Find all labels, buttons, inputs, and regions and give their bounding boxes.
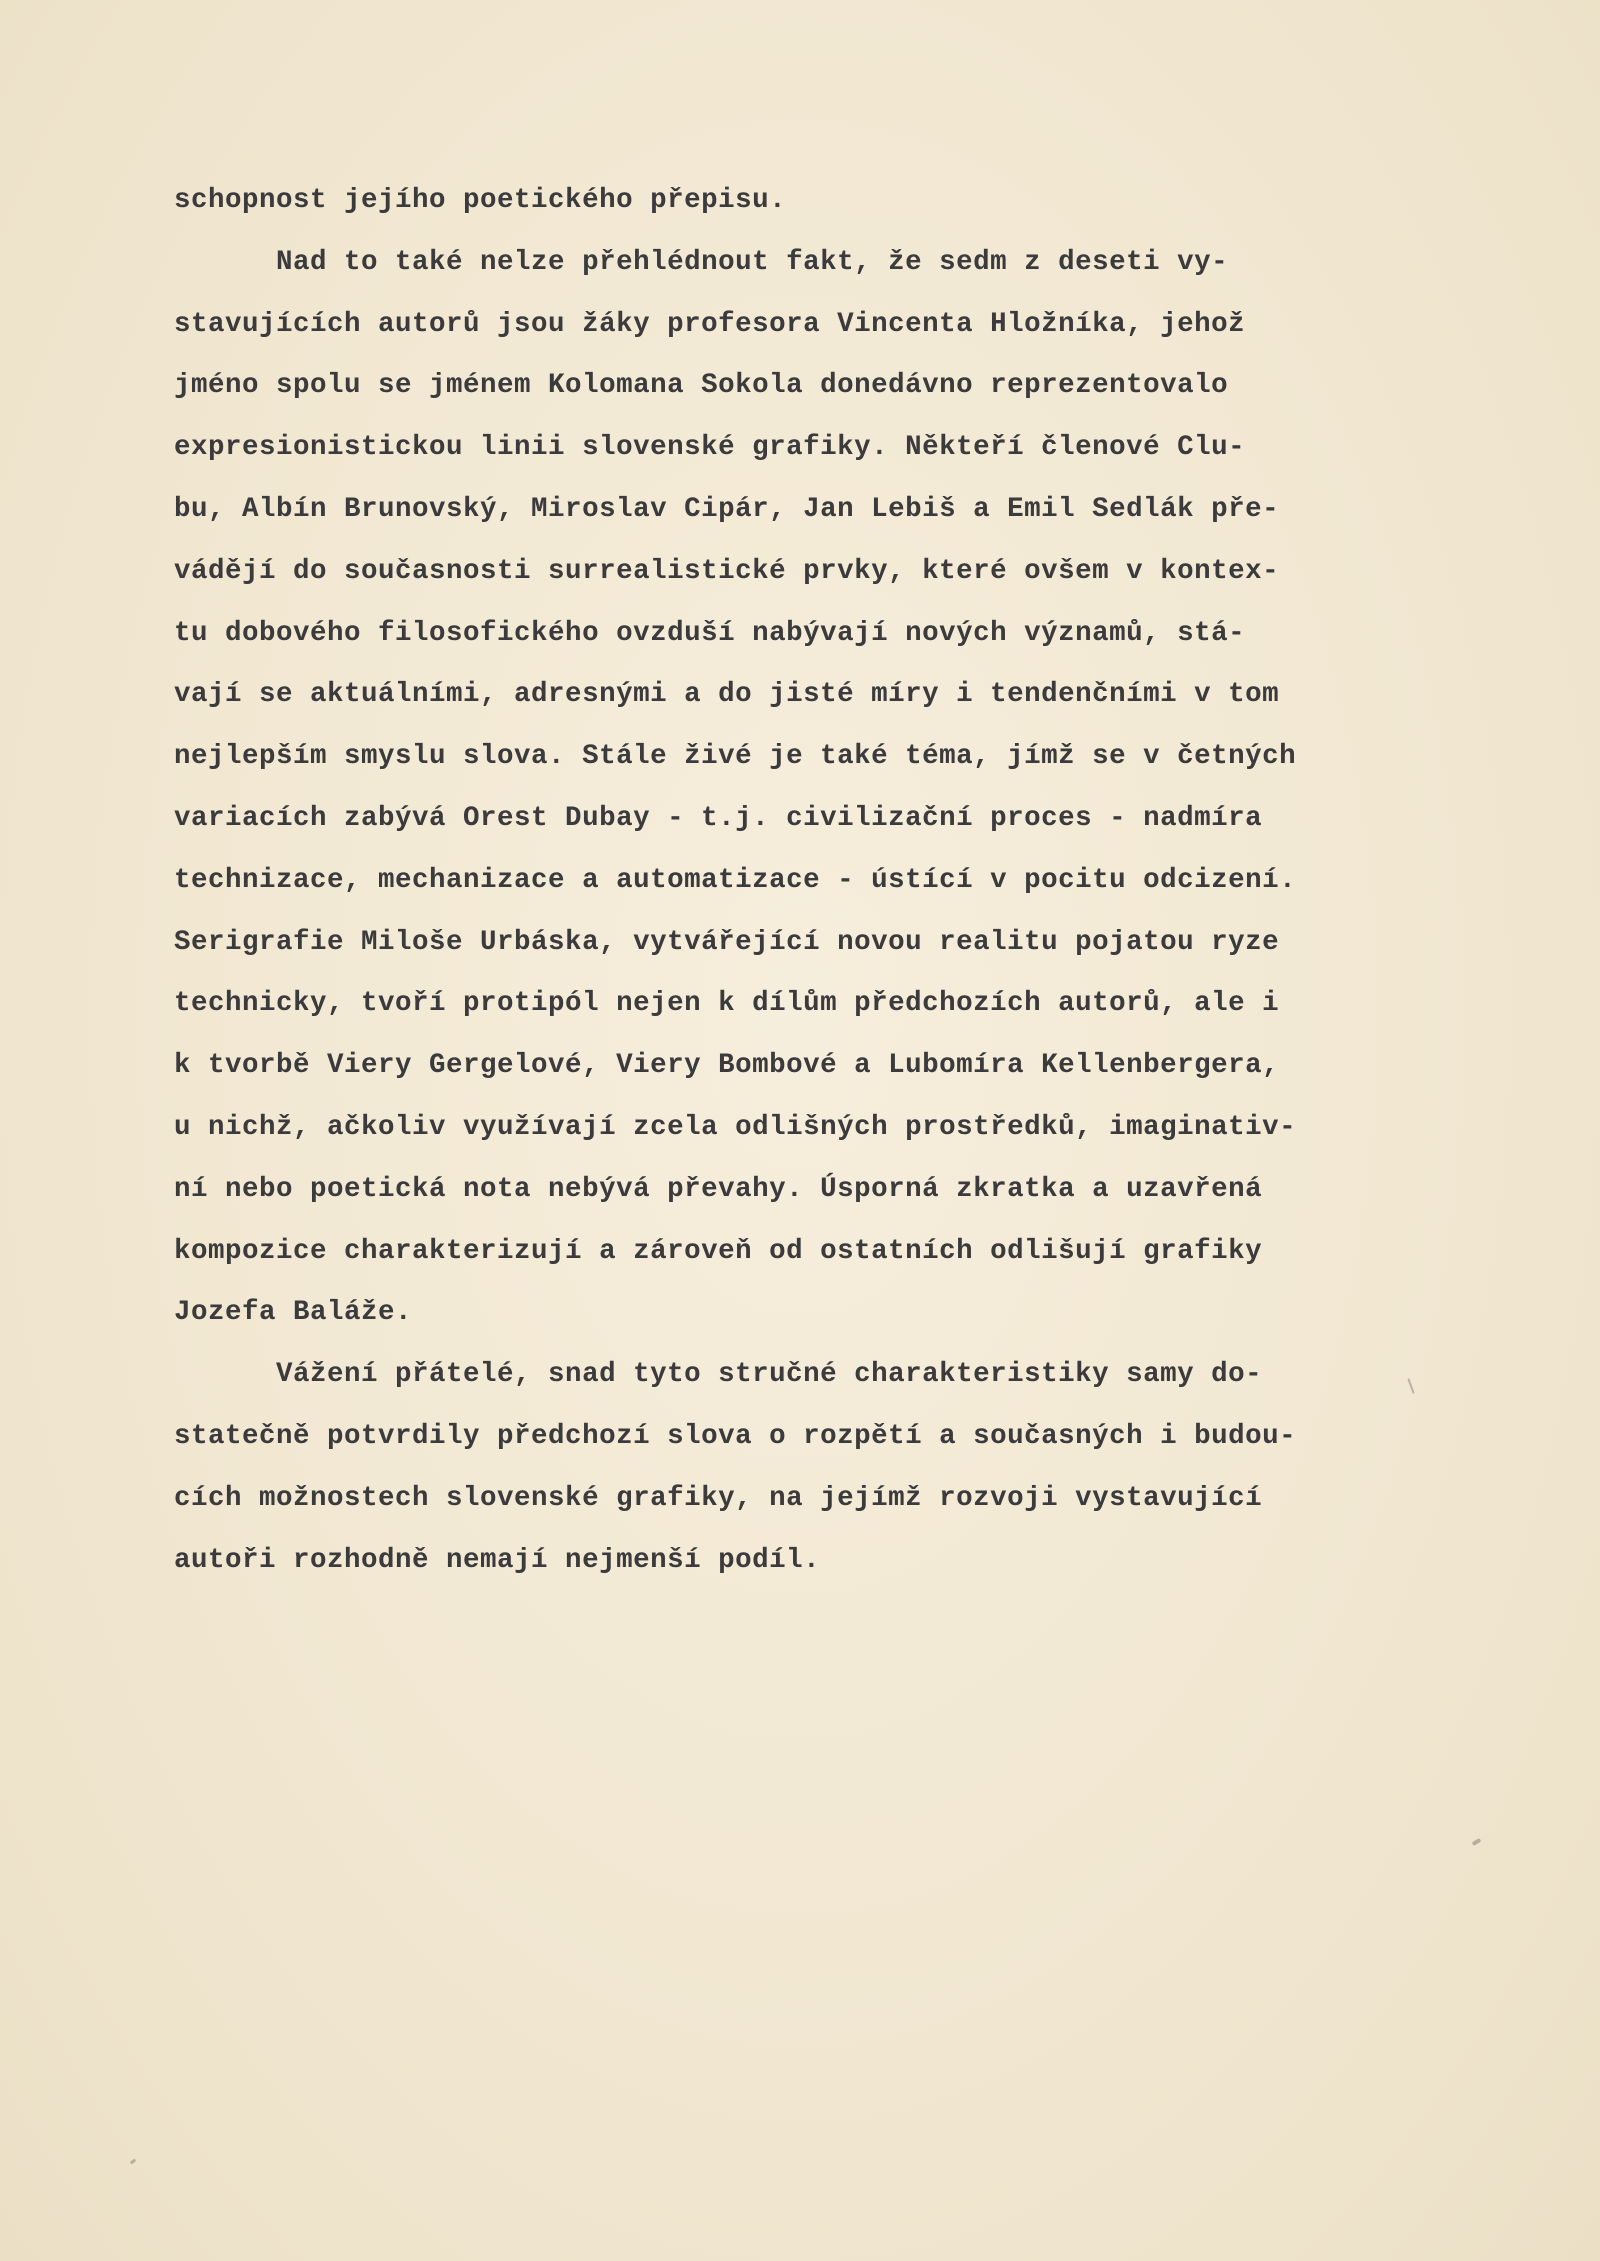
text-line: u nichž, ačkoliv využívají zcela odlišných prostředků, imaginativ-: [174, 1111, 1297, 1143]
paper-speck: [1472, 1838, 1482, 1846]
text-line: statečně potvrdily předchozí slova o rozpětí a současných i budou-: [174, 1420, 1297, 1452]
text-line: k tvorbě Viery Gergelové, Viery Bombové a Lubomíra Kellenbergera,: [174, 1050, 1280, 1082]
text-line: autoři rozhodně nemají nejmenší podíl.: [174, 1544, 821, 1576]
text-line: ní nebo poetická nota nebývá převahy. Úsporná zkratka a uzavřená: [174, 1173, 1263, 1205]
text-line: Vážení přátelé, snad tyto stručné charakteristiky samy do-: [174, 1359, 1263, 1391]
text-line: Jozefa Baláže.: [174, 1297, 413, 1329]
text-line: kompozice charakterizují a zároveň od ostatních odlišují grafiky: [174, 1235, 1263, 1267]
text-line: stavujících autorů jsou žáky profesora Vincenta Hložníka, jehož: [174, 308, 1246, 340]
paper-speck: [130, 2159, 137, 2165]
text-line: bu, Albín Brunovský, Miroslav Cipár, Jan Lebiš a Emil Sedlák pře-: [174, 493, 1280, 525]
text-line: tu dobového filosofického ovzduší nabývají nových významů, stá-: [174, 617, 1246, 649]
text-line: jméno spolu se jménem Kolomana Sokola donedávno reprezentovalo: [174, 370, 1229, 402]
text-line: vádějí do současnosti surrealistické prvky, které ovšem v kontex-: [174, 555, 1280, 587]
text-line: Serigrafie Miloše Urbáska, vytvářející novou realitu pojatou ryze: [174, 926, 1280, 958]
text-line: expresionistickou linii slovenské grafiky. Někteří členové Clu-: [174, 432, 1246, 464]
text-line: variacích zabývá Orest Dubay - t.j. civilizační proces - nadmíra: [174, 802, 1263, 834]
text-line: technizace, mechanizace a automatizace - ústící v pocitu odcizení.: [174, 864, 1297, 896]
text-line: nejlepším smyslu slova. Stále živé je také téma, jímž se v četných: [174, 741, 1297, 773]
text-line: schopnost jejího poetického přepisu.: [174, 185, 787, 216]
text-line: vají se aktuálními, adresnými a do jisté míry i tendenčními v tom: [174, 679, 1280, 711]
body-text: [174, 170, 1514, 1591]
text-line: Nad to také nelze přehlédnout fakt, že sedm z deseti vy-: [174, 246, 1229, 278]
text-line: technicky, tvoří protipól nejen k dílům předchozích autorů, ale i: [174, 988, 1280, 1020]
text-line: cích možnostech slovenské grafiky, na jejímž rozvoji vystavující: [174, 1482, 1263, 1514]
